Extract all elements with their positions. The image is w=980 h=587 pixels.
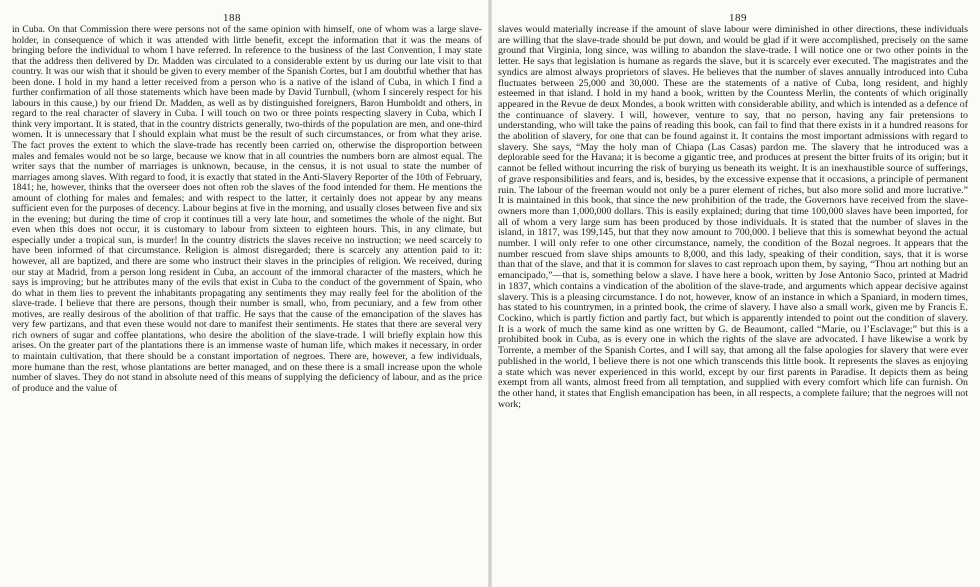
right-page-text: slaves would materially increase if the amount of slave labour were diminished in other directions, these individuals are willing that the slave-trade should be put down, and would be glad if it were accomplished, precisely on the same ground that Virginia, long since, was willing to abandon the slave-trade. I will notice one or two other points in the letter. He says that legislation is humane as regards the slave, but it is scarcely ever executed. The magistrates and the syndics are almost always proprietors of slaves. He believes that the number of slaves annually introduced into Cuba fluctuates between 25,000 and 30,000. These are the statements of a native of Cuba, long resident, and highly esteemed in that island. I hold in my hand a book, written by the Countess Merlin, the contents of which originally appeared in the Revue de deux Mondes, a book written with considerable ability, and which is intended as a defence of the continuance of slavery. I will, however, venture to say, that no person, having any fair pretensions to understanding, who will take the pains of reading this book, can fail to find that there exists in it a hundred reasons for the abolition of slavery, for one that can be found against it. It contains the most important admissions with regard to slavery. She says, “May the holy man of Chiapa (Las Casas) pardon me. The slavery that he introduced was a deplorable seed for the Havana; it is become a gigantic tree, and produces at present the bitter fruits of its origin; but it cannot be felled without incurring the risk of burying us beneath its weight. It is an inexhaustible source of sufferings, of grave responsibilities and fears, and is, besides, by the excessive expense that it occasions, a principle of permanent ruin. The labour of the freeman would not only be a purer element of riches, but also more solid and more lucrative.” It is maintained in this book, that since the new prohibition of the trade, the Governors have received from the slave-owners more than 1,000,000 dollars. This is easily explained; during that time 100,000 slaves have been imported, for all of whom a very large sum has been produced by those individuals. It is stated that the number of slaves in the island, in 1817, was 199,145, but that they now amount to 700,000. I believe that this is somewhat beyond the actual number. I will only refer to one other circumstance, namely, the condition of the Bozal negroes. It appears that the number rescued from slave ships amounts to 8,000, and this lady, speaking of their condition, says, that it is worse than that of the slave, and that it is common for slaves to cast reproach upon them, by saying, “Thou art nothing but an emancipado,”—that is, something below a slave. I have here a book, written by Jose Antonio Saco, printed at Madrid in 1837, which contains a vindication of the abolition of the slave-trade, and arguments which appear decisive against slavery. This is a pleasing circumstance. I do not, however, know of an instance in which a Spaniard, in modern times, has stated to his countrymen, in a printed book, the crime of slavery. I have also a small work, given me by Francis E. Cockino, which is partly fiction and partly fact, but which is apparently intended to point out the condition of slavery. It is a work of much the same kind as one written by G. de Beaumont, called “Marie, ou l’Esclavage;” but this is a prohibited book in Cuba, as is every one in which the rights of the slave are advocated. I have likewise a work by Torrente, a member of the Spanish Cortes, and I will say, that among all the false apologies for slavery that were ever published in the world, I believe there is not one which transcends this little book. It represents the slaves as enjoying a state which was never experienced in this world, except by our first parents in Paradise. It depicts them as being exempt from all wants, almost freed from all temptation, and supplied with every comfort which life can furnish. On the other hand, it states that English emancipation has been, in all respects, a complete failure; that the negroes will not work; [498,24,968,410]
page-number-right: 189 [729,12,747,24]
right-page [490,0,980,587]
page-number-left: 188 [223,12,241,24]
left-page-text: in Cuba. On that Commission there were persons not of the same opinion with himself, one of whom was a large slave-holder, in consequence of which it was attended with little benefit, except the information that it was the means of bringing before the individual to whom I have referred. In reference to the business of the last Convention, I may state that the address then delivered by Dr. Madden was circulated to a considerable extent by us during our late visit to that country. It was our wish that it should be given to every member of the Spanish Cortes, but I am doubtful whether that has been done. I hold in my hand a letter received from a person who is a native of the island of Cuba, in which I find a further confirmation of all those statements which have been made by David Turnbull, (whom I sincerely respect for his labours in this cause,) by our friend Dr. Madden, as well as by distinguished foreigners, Baron Humboldt and others, in regard to the real character of slavery in Cuba. I will touch on two or three points respecting slavery in Cuba, which I think very important. It is stated, that in the country districts generally, two-thirds of the population are men, and one-third women. It is unnecessary that I should explain what must be the result of such circumstances, or from what they arise. The fact proves the extent to which the slave-trade has recently been carried on, otherwise the disproportion between males and females would not be so large, because we know that in all countries the numbers born are almost equal. The writer says that the number of marriages is unknown, because, in the census, it is not usual to state the number of marriages among slaves. With regard to food, it is exactly that stated in the Anti-Slavery Reporter of the 10th of February, 1841; he, however, thinks that the overseer does not often rob the slaves of the food intended for them. He mentions the amount of clothing for males and females; and with respect to the latter, it certainly does not appear by any means sufficient even for the purposes of decency. Labour begins at five in the morning, and usually closes between five and six in the evening; but during the time of crop it continues till a very late hour, and sometimes the whole of the night. But even when this does not occur, it is customary to labour from sixteen to eighteen hours. This, in any climate, but especially under a tropical sun, is murder! In the country districts the slaves receive no instruction; we need scarcely to have been informed of that circumstance. Religion is almost disregarded; there is scarcely any attention paid to it: however, all are baptized, and there are some who instruct their slaves in the principles of religion. We received, during our stay at Madrid, from a person long resident in Cuba, an account of the immoral character of the masters, which he says is improving; but he attributes many of the evils that exist in Cuba to the conduct of the government of Spain, who do what in them lies to prevent the inhabitants propagating any sentiments they may really feel for the abolition of the slave-trade. I believe that there are persons, though their number is small, who, from pecuniary, and a few from other motives, are really desirous of the abolition of that traffic. He says that the cause of the emancipation of the slaves has very few partizans, and that even these would not dare to manifest their sentiments. He states that there are several very rich owners of sugar and coffee plantations, who desire the abolition of the slave-trade. I will briefly explain how this arises. On the greater part of the plantations there is an immense waste of human life, which makes it necessary, in order to maintain cultivation, that there should be a constant importation of negroes. There are, however, a few individuals, more humane than the rest, whose plantations are better managed, and on these there is a small increase upon the whole number of slaves. They do not stand in absolute need of this means of supplying the deficiency of labour, and as the price of produce and the value of [12,24,482,394]
